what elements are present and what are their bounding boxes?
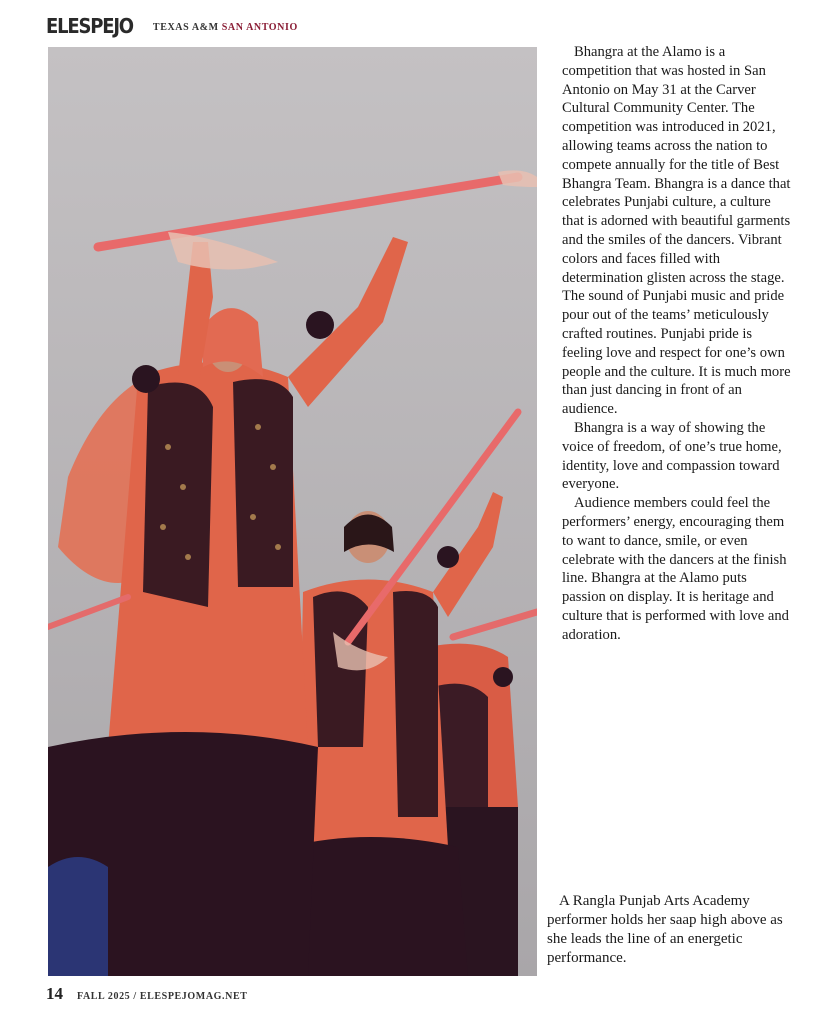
publication-campus: SAN ANTONIO [221,21,298,33]
publication-name [153,22,298,33]
article-paragraph-3: Audience members could feel the performers’ energy, encouraging them to want to dance, smile, or even celebrate with the dancers at the finish line. Bhangra at the Alamo puts passion on display. It is heritage and culture that is performed with love and adoration. [562,495,789,643]
page-number: 14 [46,984,63,1003]
publication-university: TEXAS A&M [152,21,219,33]
photo-caption [547,892,797,968]
magazine-logo: ELESPEJO [46,14,133,39]
dancers-illustration [48,47,537,976]
article-paragraph-1: Bhangra at the Alamo is a competition that was hosted in San Antonio on May 31 at the Carver Cultural Community Center. The competition was introduced in 2021, allowing teams across the nation to compete annually for the title of Best Bhangra Team. Bhangra is a dance that celebrates Punjabi culture, a culture that is adorned with beautiful garments and the smiles of the dancers. Vibrant colors and faces filled with determination glisten across the stage. The sound of Punjabi music and pride pour out of the teams’ meticulously crafted routines. Punjabi pride is feeling love and respect for one’s own people and the culture. It is much more than just dancing in front of an audience. [562,44,791,418]
page-footer [46,984,247,1004]
masthead [46,14,298,40]
caption-text: A Rangla Punjab Arts Academy performer holds her saap high above as she leads the line of an energetic performance. [547,893,783,966]
article-body [562,43,792,645]
dancers-photo [48,47,537,976]
article-paragraph-2: Bhangra is a way of showing the voice of freedom, of one’s true home, identity, love and compassion toward everyone. [562,419,782,493]
issue-info: FALL 2025 / ELESPEJOMAG.NET [77,991,248,1002]
